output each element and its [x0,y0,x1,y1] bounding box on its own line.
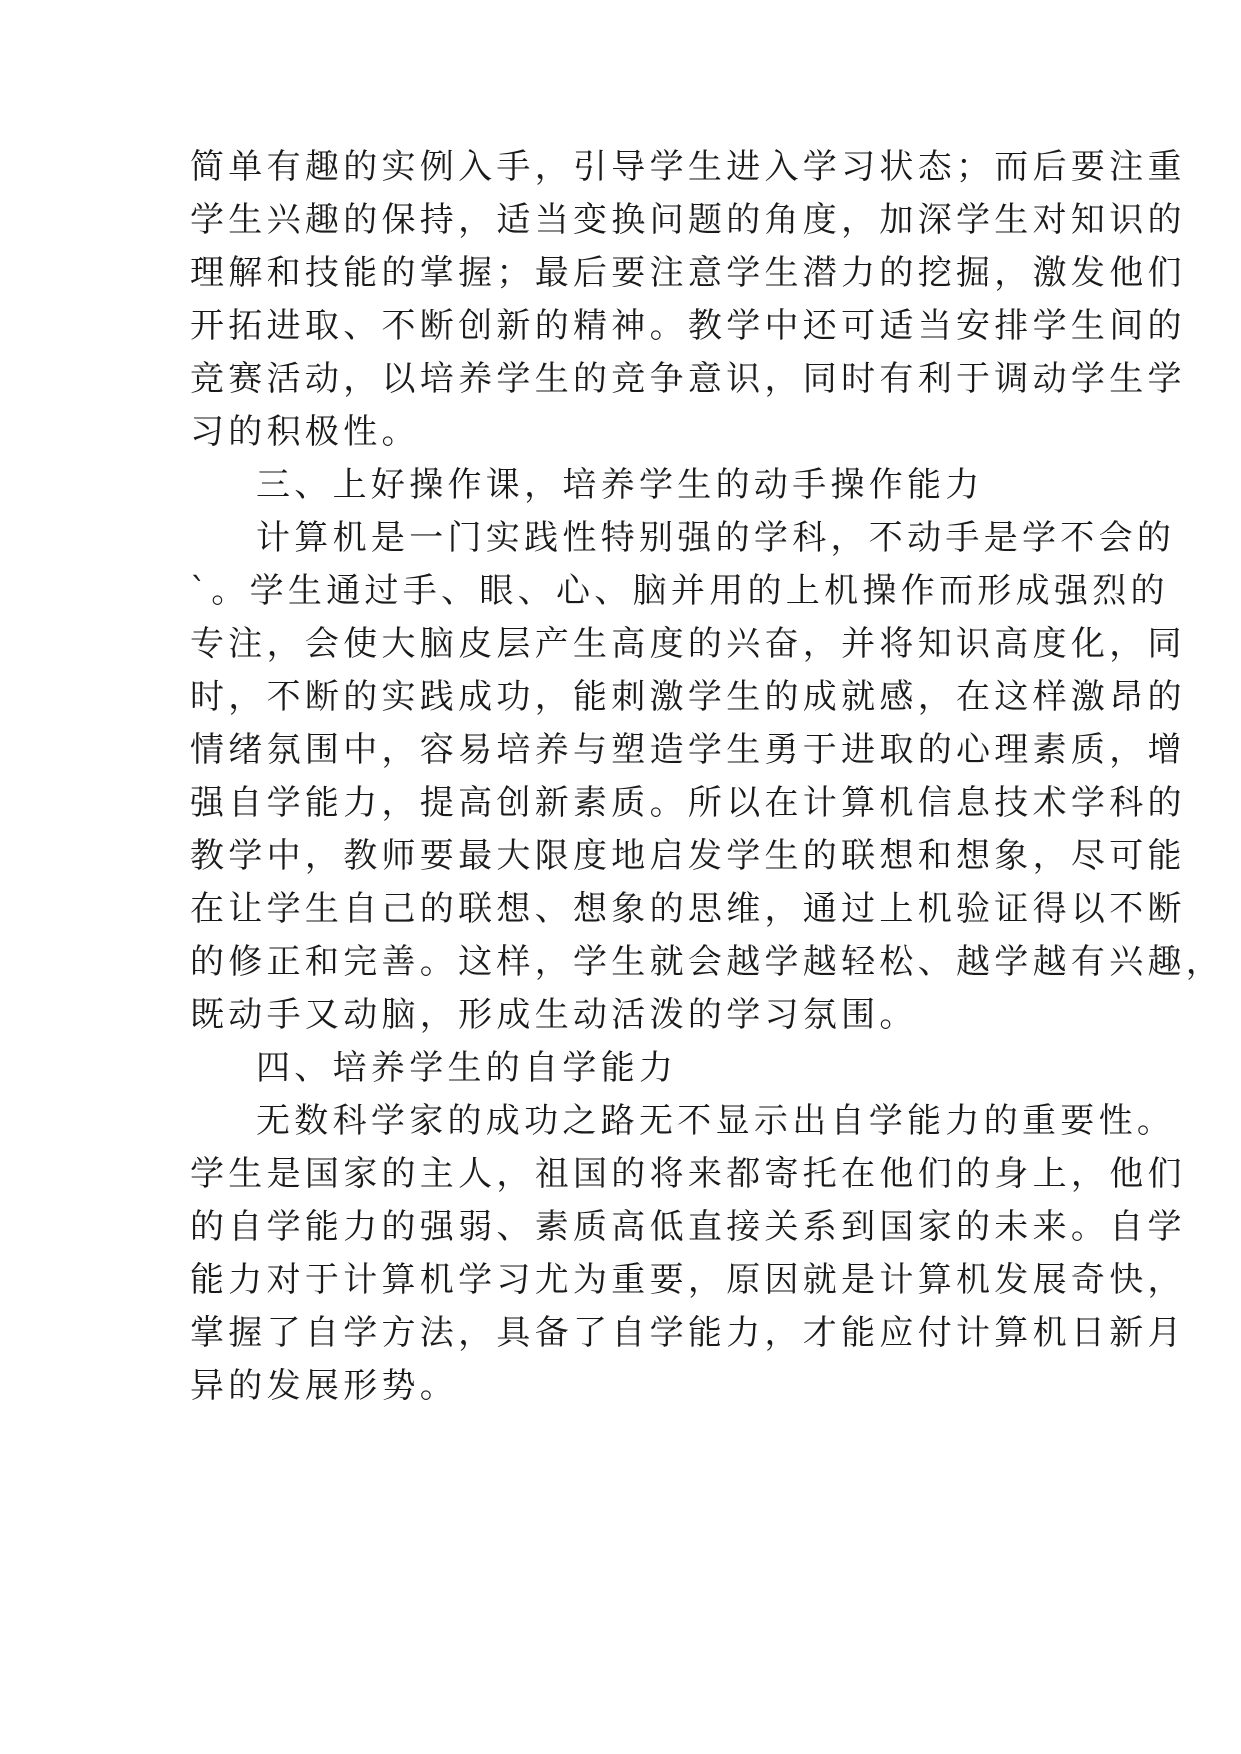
text-line: 异的发展形势。 [190,1366,459,1406]
text-line: 时，不断的实践成功，能刺激学生的成就感，在这样激昂的 [190,677,1186,717]
text-line: 理解和技能的掌握；最后要注意学生潜力的挖掘，激发他们 [190,253,1186,293]
text-line: 习的积极性。 [190,412,420,452]
text-line: 学生是国家的主人，祖国的将来都寄托在他们的身上，他们 [190,1154,1186,1194]
text-line: 简单有趣的实例入手，引导学生进入学习状态；而后要注重 [190,147,1186,187]
text-line: 强自学能力，提高创新素质。所以在计算机信息技术学科的 [190,783,1186,823]
text-line: 的自学能力的强弱、素质高低直接关系到国家的未来。自学 [190,1207,1186,1247]
text-line: `。学生通过手、眼、心、脑并用的上机操作而形成强烈的 [190,571,1169,611]
text-line: 开拓进取、不断创新的精神。教学中还可适当安排学生间的 [190,306,1186,346]
text-line: 无数科学家的成功之路无不显示出自学能力的重要性。 [256,1101,1176,1141]
text-line: 情绪氛围中，容易培养与塑造学生勇于进取的心理素质，增 [190,730,1186,770]
text-line: 掌握了自学方法，具备了自学能力，才能应付计算机日新月 [190,1313,1186,1353]
text-line: 的修正和完善。这样，学生就会越学越轻松、越学越有兴趣， [190,942,1225,982]
section-heading: 四、培养学生的自学能力 [256,1048,678,1088]
text-line: 专注，会使大脑皮层产生高度的兴奋，并将知识高度化，同 [190,624,1186,664]
text-line: 计算机是一门实践性特别强的学科，不动手是学不会的 [256,518,1176,558]
text-line: 既动手又动脑，形成生动活泼的学习氛围。 [190,995,918,1035]
text-line: 学生兴趣的保持，适当变换问题的角度，加深学生对知识的 [190,200,1186,240]
text-line: 能力对于计算机学习尤为重要，原因就是计算机发展奇快， [190,1260,1186,1300]
text-line: 在让学生自己的联想、想象的思维，通过上机验证得以不断 [190,889,1186,929]
text-line: 教学中，教师要最大限度地启发学生的联想和想象，尽可能 [190,836,1186,876]
text-line: 竞赛活动，以培养学生的竞争意识，同时有利于调动学生学 [190,359,1186,399]
section-heading: 三、上好操作课，培养学生的动手操作能力 [256,465,984,505]
